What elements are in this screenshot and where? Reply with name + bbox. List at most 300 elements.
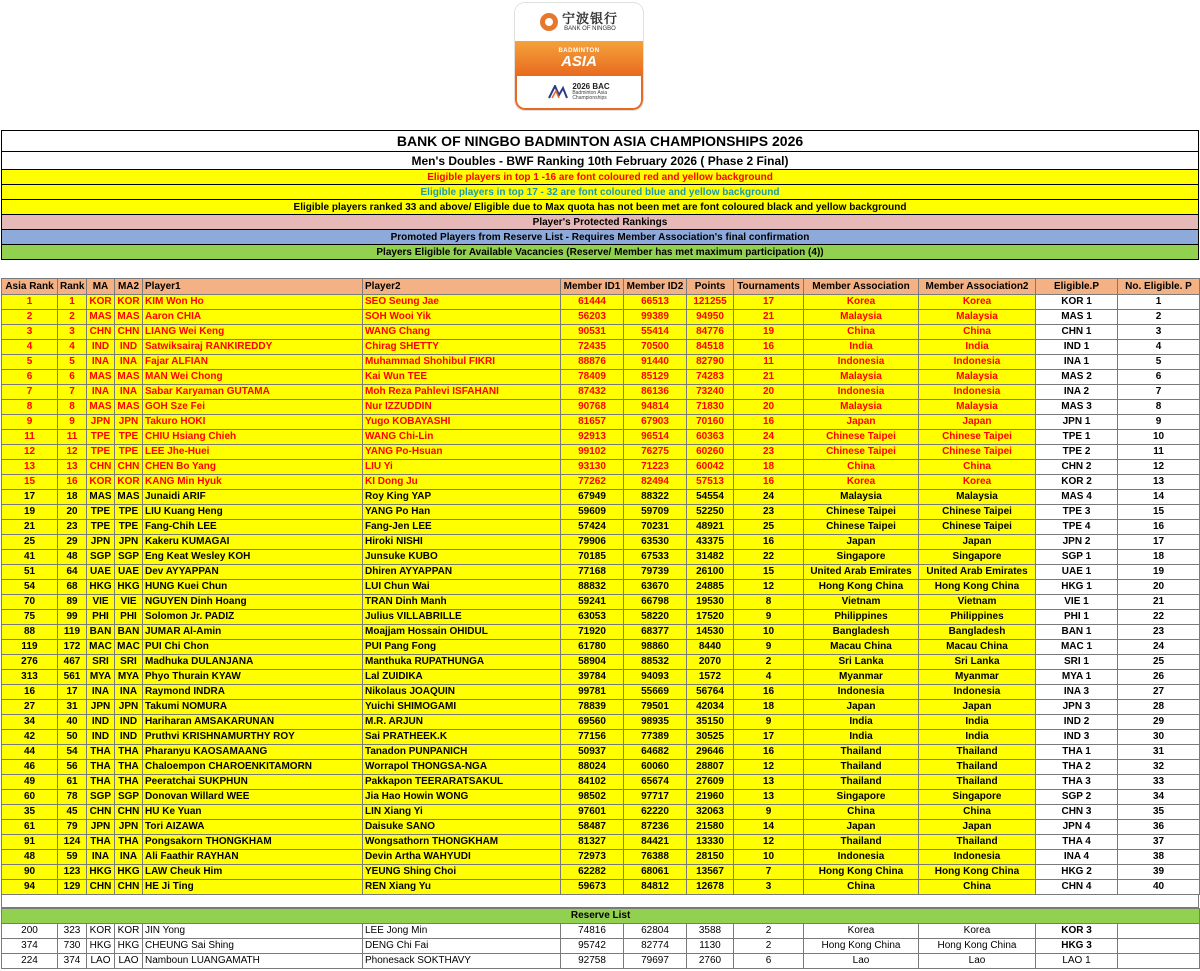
table-cell: Hong Kong China — [919, 580, 1036, 595]
table-cell: CHN 3 — [1036, 805, 1118, 820]
table-cell: CHN — [87, 805, 115, 820]
table-row — [2, 610, 1200, 625]
table-cell: 87236 — [624, 820, 687, 835]
table-cell: 28807 — [687, 760, 734, 775]
table-cell: 9 — [1118, 415, 1200, 430]
table-cell: 16 — [58, 475, 87, 490]
table-cell: 1572 — [687, 670, 734, 685]
table-cell: 78839 — [561, 700, 624, 715]
table-cell: Singapore — [804, 550, 919, 565]
table-cell: PHI — [87, 610, 115, 625]
table-cell: 91 — [2, 835, 58, 850]
table-cell: Chinese Taipei — [919, 445, 1036, 460]
table-cell: VIE — [87, 595, 115, 610]
table-cell: Satwiksairaj RANKIREDDY — [143, 340, 363, 355]
asia-label: ASIA — [561, 53, 597, 70]
table-cell: 23 — [734, 505, 804, 520]
table-cell: Moh Reza Pahlevi ISFAHANI — [363, 385, 561, 400]
legend-promoted: Promoted Players from Reserve List - Requires Member Association's final confirmation — [2, 230, 1199, 245]
table-cell: 85129 — [624, 370, 687, 385]
table-cell: 2 — [734, 655, 804, 670]
table-cell: IND — [87, 730, 115, 745]
reserve-cell: Hong Kong China — [804, 939, 919, 954]
reserve-cell: JIN Yong — [143, 924, 363, 939]
table-cell: MAS — [115, 370, 143, 385]
reserve-cell: HKG 3 — [1036, 939, 1118, 954]
table-cell: 31 — [58, 700, 87, 715]
table-cell: 81657 — [561, 415, 624, 430]
table-cell: 79501 — [624, 700, 687, 715]
table-cell: Indonesia — [919, 685, 1036, 700]
table-cell: 16 — [734, 415, 804, 430]
table-cell: 70500 — [624, 340, 687, 355]
table-cell: 98502 — [561, 790, 624, 805]
table-cell: SRI — [115, 655, 143, 670]
table-cell: Singapore — [919, 550, 1036, 565]
table-cell: MYA — [87, 670, 115, 685]
table-cell: 84812 — [624, 880, 687, 895]
table-cell: 57513 — [687, 475, 734, 490]
table-cell: 70185 — [561, 550, 624, 565]
reserve-cell: 6 — [734, 954, 804, 969]
table-cell: CHN — [115, 805, 143, 820]
table-cell: IND 3 — [1036, 730, 1118, 745]
table-row — [2, 385, 1200, 400]
table-cell: Chinese Taipei — [804, 430, 919, 445]
table-cell: Indonesia — [804, 385, 919, 400]
table-cell: 94814 — [624, 400, 687, 415]
table-row — [2, 835, 1200, 850]
table-cell: 94 — [2, 880, 58, 895]
table-cell: China — [919, 460, 1036, 475]
table-cell: Indonesia — [919, 385, 1036, 400]
table-cell: Japan — [804, 415, 919, 430]
table-cell: MAS 1 — [1036, 310, 1118, 325]
table-cell: 4 — [2, 340, 58, 355]
table-cell: SGP — [87, 790, 115, 805]
table-cell: CHN 2 — [1036, 460, 1118, 475]
reserve-cell: 92758 — [561, 954, 624, 969]
table-cell: 63053 — [561, 610, 624, 625]
table-cell: 11 — [734, 355, 804, 370]
reserve-cell: 2 — [734, 939, 804, 954]
table-cell: 50937 — [561, 745, 624, 760]
table-cell: 19530 — [687, 595, 734, 610]
table-cell: 82494 — [624, 475, 687, 490]
bank-name-en: BANK OF NINGBO — [564, 26, 616, 32]
table-cell: MAS — [115, 400, 143, 415]
table-cell: 5 — [1118, 355, 1200, 370]
table-cell: 59709 — [624, 505, 687, 520]
table-cell: Solomon Jr. PADIZ — [143, 610, 363, 625]
table-cell: 61 — [58, 775, 87, 790]
reserve-title: Reserve List — [2, 909, 1200, 924]
table-cell: 60042 — [687, 460, 734, 475]
table-cell: China — [804, 805, 919, 820]
table-cell: SRI 1 — [1036, 655, 1118, 670]
reserve-cell: 95742 — [561, 939, 624, 954]
table-cell: 18 — [734, 700, 804, 715]
reserve-cell: 2 — [734, 924, 804, 939]
table-cell: Madhuka DULANJANA — [143, 655, 363, 670]
table-cell: Pruthvi KRISHNAMURTHY ROY — [143, 730, 363, 745]
table-cell: 77389 — [624, 730, 687, 745]
table-cell: 5 — [2, 355, 58, 370]
table-cell: 70 — [2, 595, 58, 610]
table-cell: Hong Kong China — [804, 865, 919, 880]
table-cell: 71223 — [624, 460, 687, 475]
table-cell: 9 — [734, 715, 804, 730]
table-cell: 91440 — [624, 355, 687, 370]
table-cell: 72973 — [561, 850, 624, 865]
table-cell: 22 — [1118, 610, 1200, 625]
legend-blue: Eligible players in top 17 - 32 are font coloured blue and yellow background — [2, 185, 1199, 200]
table-cell: 54 — [58, 745, 87, 760]
table-cell: 28 — [1118, 700, 1200, 715]
table-cell: 3 — [58, 325, 87, 340]
table-cell: Indonesia — [804, 355, 919, 370]
table-cell: 50 — [58, 730, 87, 745]
column-header: Tournaments — [734, 279, 804, 295]
table-cell: 23 — [1118, 625, 1200, 640]
reserve-cell: KOR — [115, 924, 143, 939]
reserve-cell: 323 — [58, 924, 87, 939]
table-cell: 2 — [1118, 310, 1200, 325]
table-cell: HKG 1 — [1036, 580, 1118, 595]
table-cell: KOR — [87, 295, 115, 310]
table-cell: Philippines — [919, 610, 1036, 625]
table-cell: MAC — [87, 640, 115, 655]
table-cell: Jia Hao Howin WONG — [363, 790, 561, 805]
table-cell: 7 — [1118, 385, 1200, 400]
table-cell: CHN 4 — [1036, 880, 1118, 895]
table-cell: KOR — [115, 295, 143, 310]
table-cell: INA — [115, 385, 143, 400]
table-cell: 66798 — [624, 595, 687, 610]
table-cell: India — [919, 730, 1036, 745]
reserve-row — [2, 939, 1200, 954]
table-cell: Korea — [804, 475, 919, 490]
table-cell: United Arab Emirates — [804, 565, 919, 580]
table-cell: Malaysia — [919, 370, 1036, 385]
table-cell: 37 — [1118, 835, 1200, 850]
bac-sub2: Championships — [572, 95, 607, 101]
table-cell: 21 — [2, 520, 58, 535]
reserve-cell: Hong Kong China — [919, 939, 1036, 954]
table-cell: 16 — [734, 475, 804, 490]
table-cell: 13567 — [687, 865, 734, 880]
table-cell: HKG — [87, 865, 115, 880]
table-cell: 29 — [1118, 715, 1200, 730]
table-cell: 11 — [58, 430, 87, 445]
table-cell: Japan — [919, 820, 1036, 835]
table-cell: Philippines — [804, 610, 919, 625]
table-cell: Sri Lanka — [919, 655, 1036, 670]
table-cell: Korea — [919, 475, 1036, 490]
table-cell: 16 — [2, 685, 58, 700]
table-cell: 88322 — [624, 490, 687, 505]
table-cell: LIU Yi — [363, 460, 561, 475]
table-cell: Indonesia — [804, 685, 919, 700]
table-cell: 35 — [2, 805, 58, 820]
reserve-cell: 374 — [2, 939, 58, 954]
legend-red: Eligible players in top 1 -16 are font coloured red and yellow background — [2, 170, 1199, 185]
table-cell: 28150 — [687, 850, 734, 865]
table-cell: Pongsakorn THONGKHAM — [143, 835, 363, 850]
bac-logo — [515, 76, 643, 110]
table-cell: KOR — [87, 475, 115, 490]
table-cell: BAN — [115, 625, 143, 640]
table-cell: 17 — [734, 295, 804, 310]
table-cell: THA — [87, 835, 115, 850]
table-cell: 58487 — [561, 820, 624, 835]
table-cell: 68 — [58, 580, 87, 595]
table-row — [2, 790, 1200, 805]
table-cell: JPN — [115, 700, 143, 715]
reserve-cell — [1118, 954, 1200, 969]
table-cell: China — [919, 805, 1036, 820]
table-cell: 467 — [58, 655, 87, 670]
table-cell: Thailand — [804, 745, 919, 760]
reserve-cell: Lao — [804, 954, 919, 969]
table-cell: China — [804, 460, 919, 475]
table-cell: Kakeru KUMAGAI — [143, 535, 363, 550]
table-cell: INA — [87, 850, 115, 865]
table-row — [2, 340, 1200, 355]
table-cell: Chaloempon CHAROENKITAMORN — [143, 760, 363, 775]
reserve-cell: 374 — [58, 954, 87, 969]
table-cell: Dev AYYAPPAN — [143, 565, 363, 580]
table-row — [2, 550, 1200, 565]
table-spacer — [1, 894, 1199, 908]
table-cell: 56 — [58, 760, 87, 775]
table-cell: 61780 — [561, 640, 624, 655]
table-cell: 86136 — [624, 385, 687, 400]
table-cell: JUMAR Al-Amin — [143, 625, 363, 640]
table-cell: 17 — [58, 685, 87, 700]
table-cell: Japan — [804, 700, 919, 715]
table-cell: 24 — [734, 490, 804, 505]
table-cell: Korea — [919, 295, 1036, 310]
table-cell: TPE — [115, 430, 143, 445]
table-cell: 25 — [2, 535, 58, 550]
table-row — [2, 730, 1200, 745]
table-cell: Ali Faathir RAYHAN — [143, 850, 363, 865]
table-cell: VIE — [115, 595, 143, 610]
table-cell: YANG Po-Hsuan — [363, 445, 561, 460]
table-cell: Japan — [919, 535, 1036, 550]
table-cell: Hariharan AMSAKARUNAN — [143, 715, 363, 730]
table-cell: SGP — [115, 790, 143, 805]
table-cell: Kai Wun TEE — [363, 370, 561, 385]
ranking-table — [1, 278, 1200, 895]
table-cell: 16 — [1118, 520, 1200, 535]
table-cell: LIANG Wei Keng — [143, 325, 363, 340]
table-cell: KANG Min Hyuk — [143, 475, 363, 490]
table-cell: TPE — [115, 520, 143, 535]
table-cell: 8 — [2, 400, 58, 415]
table-cell: KIM Won Ho — [143, 295, 363, 310]
bac-year: 2026 BAC — [572, 82, 610, 91]
table-cell: INA — [87, 385, 115, 400]
table-cell: JPN 1 — [1036, 415, 1118, 430]
table-cell: 31 — [1118, 745, 1200, 760]
table-cell: 4 — [1118, 340, 1200, 355]
table-row — [2, 355, 1200, 370]
table-cell: Tori AIZAWA — [143, 820, 363, 835]
table-cell: 40 — [1118, 880, 1200, 895]
table-cell: 12 — [1118, 460, 1200, 475]
table-cell: 34 — [1118, 790, 1200, 805]
table-cell: Devin Artha WAHYUDI — [363, 850, 561, 865]
table-cell: INA — [115, 850, 143, 865]
table-cell: TPE — [87, 445, 115, 460]
table-cell: 30525 — [687, 730, 734, 745]
table-cell: MAC 1 — [1036, 640, 1118, 655]
table-cell: Chinese Taipei — [804, 520, 919, 535]
table-cell: 43375 — [687, 535, 734, 550]
table-cell: 46 — [2, 760, 58, 775]
table-cell: Thailand — [919, 745, 1036, 760]
table-cell: CHN — [87, 325, 115, 340]
table-cell: HKG — [115, 865, 143, 880]
table-cell: JPN 4 — [1036, 820, 1118, 835]
table-cell: Malaysia — [804, 370, 919, 385]
table-cell: TRAN Dinh Manh — [363, 595, 561, 610]
table-cell: 60 — [2, 790, 58, 805]
table-cell: Chinese Taipei — [919, 430, 1036, 445]
reserve-cell: Lao — [919, 954, 1036, 969]
table-cell: 88832 — [561, 580, 624, 595]
table-cell: 8 — [58, 400, 87, 415]
table-cell: 7 — [2, 385, 58, 400]
table-cell: MAS 2 — [1036, 370, 1118, 385]
reserve-cell: 82774 — [624, 939, 687, 954]
table-cell: 98935 — [624, 715, 687, 730]
bank-name-cn: 宁波银行 — [561, 11, 618, 26]
table-cell: 84776 — [687, 325, 734, 340]
table-cell: 8 — [734, 595, 804, 610]
table-row — [2, 745, 1200, 760]
table-cell: Tanadon PUNPANICH — [363, 745, 561, 760]
table-cell: THA 1 — [1036, 745, 1118, 760]
table-cell: 48 — [2, 850, 58, 865]
table-cell: Takuro HOKI — [143, 415, 363, 430]
table-cell: Myanmar — [919, 670, 1036, 685]
table-cell: YEUNG Shing Choi — [363, 865, 561, 880]
table-cell: Thailand — [804, 775, 919, 790]
table-cell: 19 — [1118, 565, 1200, 580]
reserve-cell: 200 — [2, 924, 58, 939]
column-header: No. Eligible. P — [1118, 279, 1200, 295]
table-cell: MAS — [87, 490, 115, 505]
table-cell: THA — [87, 745, 115, 760]
table-cell: 88532 — [624, 655, 687, 670]
legend-protected: Player's Protected Rankings — [2, 215, 1199, 230]
table-cell: INA 1 — [1036, 355, 1118, 370]
table-cell: Donovan Willard WEE — [143, 790, 363, 805]
column-header: Asia Rank — [2, 279, 58, 295]
table-cell: 23 — [734, 445, 804, 460]
column-header: Member ID1 — [561, 279, 624, 295]
table-cell: Lal ZUIDIKA — [363, 670, 561, 685]
table-cell: 20 — [734, 400, 804, 415]
table-cell: JPN — [87, 535, 115, 550]
table-cell: 67903 — [624, 415, 687, 430]
table-cell: SGP — [87, 550, 115, 565]
table-cell: JPN — [87, 820, 115, 835]
table-row — [2, 565, 1200, 580]
column-header: Player1 — [143, 279, 363, 295]
table-cell: Dhiren AYYAPPAN — [363, 565, 561, 580]
table-cell: Hiroki NISHI — [363, 535, 561, 550]
table-cell: PHI 1 — [1036, 610, 1118, 625]
table-cell: 33 — [1118, 775, 1200, 790]
table-row — [2, 700, 1200, 715]
table-cell: 16 — [734, 340, 804, 355]
table-cell: 63530 — [624, 535, 687, 550]
table-row — [2, 415, 1200, 430]
table-cell: China — [804, 325, 919, 340]
table-cell: 10 — [734, 850, 804, 865]
table-cell: 67533 — [624, 550, 687, 565]
table-cell: Fang-Jen LEE — [363, 520, 561, 535]
table-cell: 66513 — [624, 295, 687, 310]
table-row — [2, 505, 1200, 520]
table-cell: TPE 4 — [1036, 520, 1118, 535]
table-cell: 9 — [734, 805, 804, 820]
table-cell: 84421 — [624, 835, 687, 850]
table-cell: 70160 — [687, 415, 734, 430]
table-cell: HKG — [87, 580, 115, 595]
table-cell: INA — [87, 355, 115, 370]
table-cell: 56764 — [687, 685, 734, 700]
legend-black: Eligible players ranked 33 and above/ Eligible due to Max quota has not been met are font coloured black and yellow background — [2, 200, 1199, 215]
table-cell: Wongsathorn THONGKHAM — [363, 835, 561, 850]
reserve-cell: LAO — [115, 954, 143, 969]
table-cell: 119 — [58, 625, 87, 640]
table-cell: 12 — [734, 835, 804, 850]
table-cell: China — [804, 880, 919, 895]
table-cell: TPE — [115, 445, 143, 460]
table-cell: 11 — [1118, 445, 1200, 460]
table-cell: 2070 — [687, 655, 734, 670]
table-cell: 61 — [2, 820, 58, 835]
table-cell: 1 — [1118, 295, 1200, 310]
table-cell: Moajjam Hossain OHIDUL — [363, 625, 561, 640]
table-cell: Chinese Taipei — [804, 505, 919, 520]
table-cell: PUI Chi Chon — [143, 640, 363, 655]
table-cell: SEO Seung Jae — [363, 295, 561, 310]
table-cell: India — [804, 730, 919, 745]
table-cell: KI Dong Ju — [363, 475, 561, 490]
table-cell: Japan — [919, 415, 1036, 430]
reserve-cell: Namboun LUANGAMATH — [143, 954, 363, 969]
column-header: Rank — [58, 279, 87, 295]
table-cell: 313 — [2, 670, 58, 685]
table-cell: 72435 — [561, 340, 624, 355]
reserve-cell: Korea — [919, 924, 1036, 939]
column-header: Member Association2 — [919, 279, 1036, 295]
table-cell: 29646 — [687, 745, 734, 760]
table-cell: CHN — [87, 880, 115, 895]
table-cell: Myanmar — [804, 670, 919, 685]
table-cell: Malaysia — [804, 490, 919, 505]
table-cell: BAN 1 — [1036, 625, 1118, 640]
table-cell: 21960 — [687, 790, 734, 805]
table-cell: 97601 — [561, 805, 624, 820]
table-cell: INA — [115, 685, 143, 700]
